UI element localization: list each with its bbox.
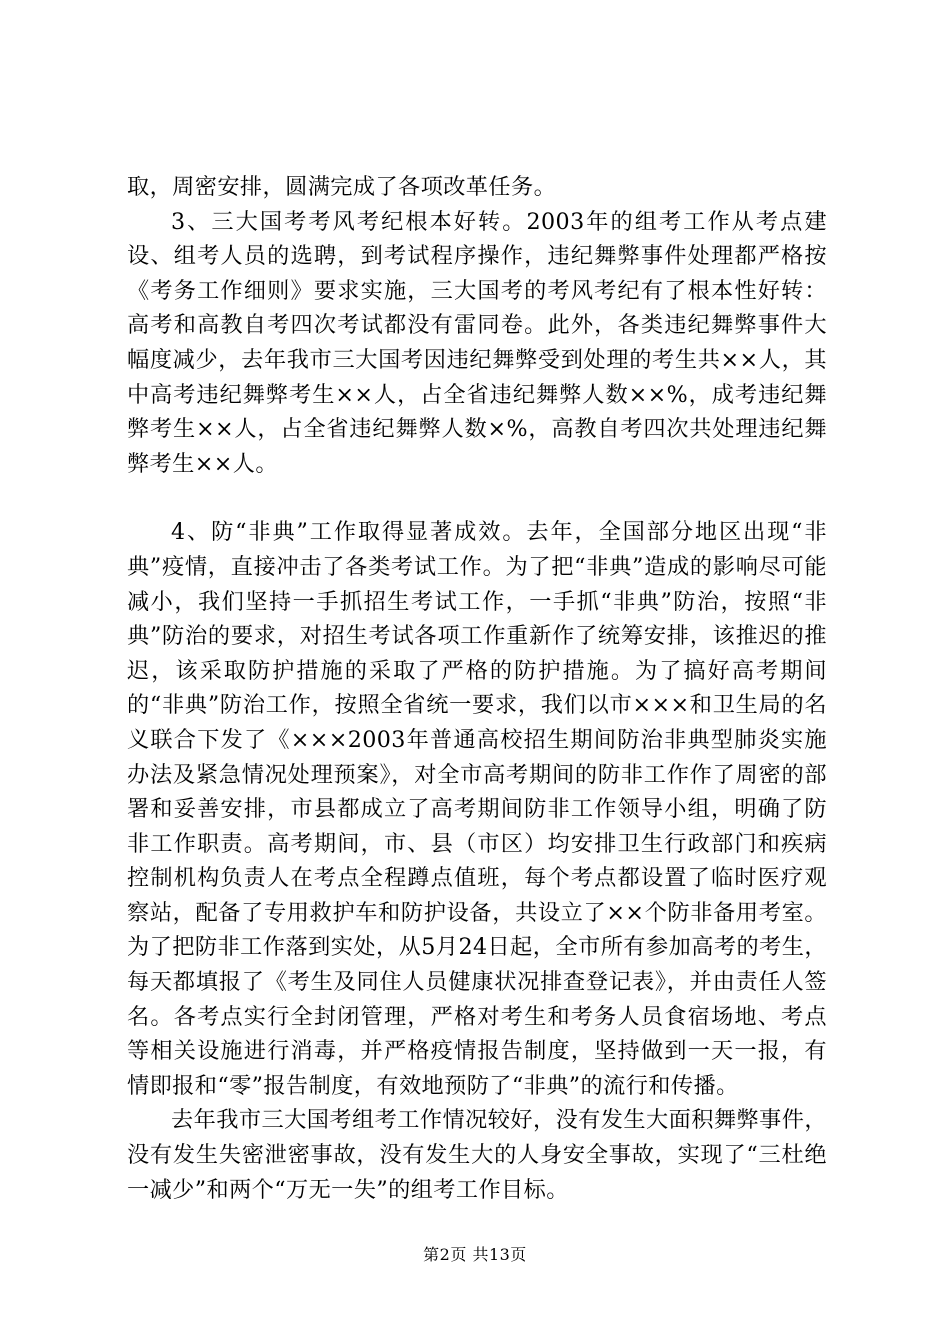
paragraph-spacer [127,481,827,515]
paragraph-exam-discipline: 3、三大国考考风考纪根本好转。2003年的组考工作从考点建设、组考人员的选聘，到考试程序操作，违纪舞弊事件处理都严格按《考务工作细则》要求实施，三大国考的考风考纪有了根本性好转：高考和高教自考四次考试都没有雷同卷。此外，各类违纪舞弊事件大幅度减少，去年我市三大国考因违纪舞弊受到处理的考生共××人，其中高考违纪舞弊考生××人，占全省违纪舞弊人数××%，成考违纪舞弊考生××人，占全省违纪舞弊人数×%，高教自考四次共处理违纪舞弊考生××人。 [127,208,827,477]
paragraph-sars-prevention: 4、防“非典”工作取得显著成效。去年，全国部分地区出现“非典”疫情，直接冲击了各类考试工作。为了把“非典”造成的影响尽可能减小，我们坚持一手抓招生考试工作，一手抓“非典”防治，按照“非典”防治的要求，对招生考试各项工作重新作了统筹安排，该推迟的推迟，该采取防护措施的采取了严格的防护措施。为了搞好高考期间的“非典”防治工作，按照全省统一要求，我们以市×××和卫生局的名义联合下发了《×××2003年普通高校招生期间防治非典型肺炎实施办法及紧急情况处理预案》，对全市高考期间的防非工作作了周密的部署和妥善安排，市县都成立了高考期间防非工作领导小组，明确了防非工作职责。高考期间，市、县（市区）均安排卫生行政部门和疾病控制机构负责人在考点全程蹲点值班，每个考点都设置了临时医疗观察站，配备了专用救护车和防护设备，共设立了××个防非备用考室。为了把防非工作落到实处，从5月24日起，全市所有参加高考的考生，每天都填报了《考生及同住人员健康状况排查登记表》，并由责任人签名。各考点实行全封闭管理，严格对考生和考务人员食宿场地、考点等相关设施进行消毒，并严格疫情报告制度，坚持做到一天一报，有情即报和“零”报告制度，有效地预防了“非典”的流行和传播。 [127,519,827,1099]
page-number-footer: 第2页 共13页 [423,1245,527,1264]
paragraph-continuation: 取，周密安排，圆满完成了各项改革任务。 [127,174,557,200]
paragraph-summary: 去年我市三大国考组考工作情况较好，没有发生大面积舞弊事件，没有发生失密泄密事故，没有发生大的人身安全事故，实现了“三杜绝一减少”和两个“万无一失”的组考工作目标。 [127,1107,827,1203]
document-body [127,170,827,1207]
